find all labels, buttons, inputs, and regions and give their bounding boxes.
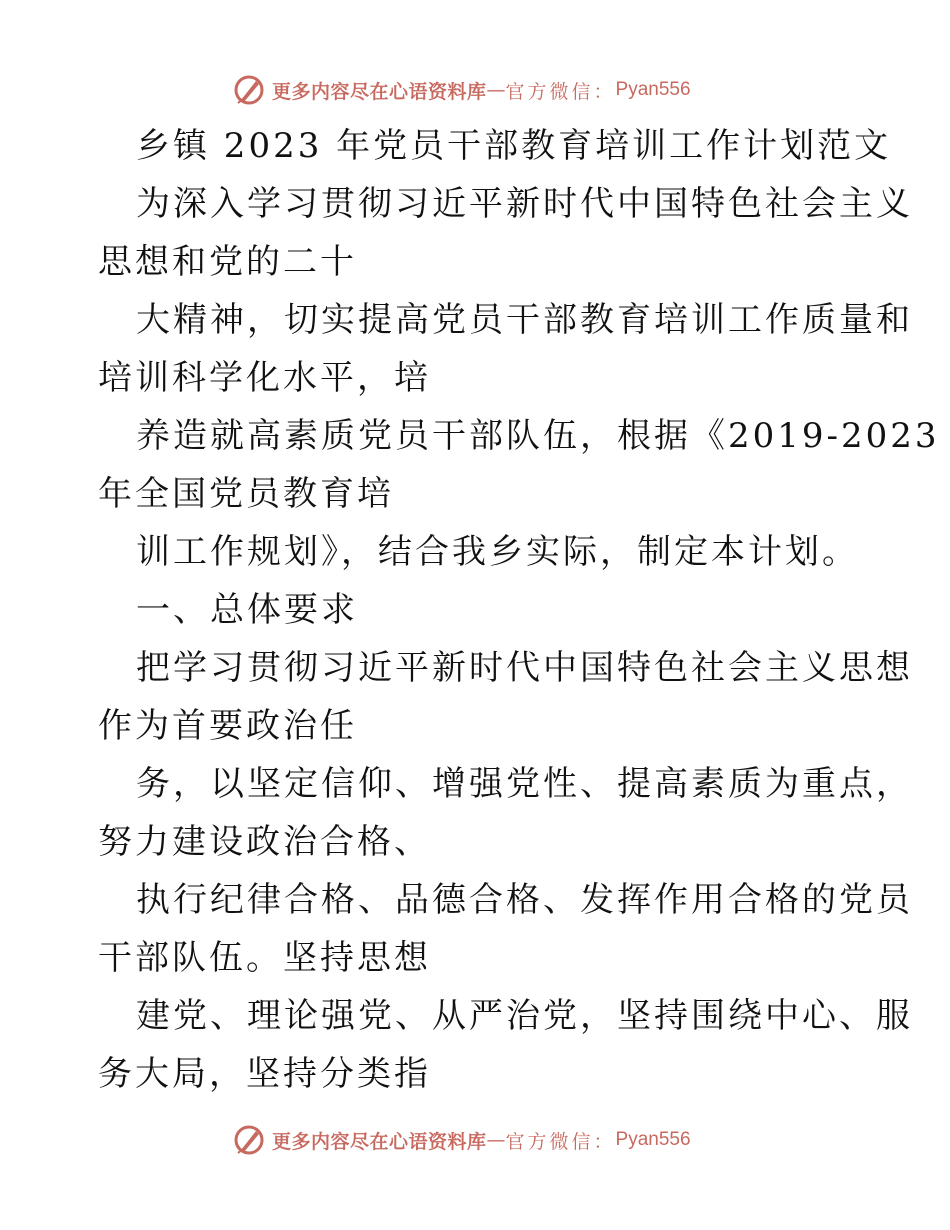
quill-pen-logo-icon	[232, 1123, 266, 1157]
paragraph-line: 作为首要政治任	[98, 706, 357, 746]
banner-wechat-id: Pyan556	[615, 1129, 691, 1150]
paragraph-line: 务，以坚定信仰、增强党性、提高素质为重点，	[136, 764, 913, 804]
paragraph-line: 训工作规划》，结合我乡实际，制定本计划。	[136, 532, 859, 572]
paragraph-line: 务大局，坚持分类指	[98, 1054, 431, 1094]
paragraph-line: 干部队伍。坚持思想	[98, 938, 431, 978]
paragraph-line: 大精神，切实提高党员干部教育培训工作质量和	[136, 300, 913, 340]
banner-main-text: 更多内容尽在心语资料库	[272, 80, 487, 103]
document-title: 乡镇 2023 年党员干部教育培训工作计划范文	[136, 126, 892, 166]
paragraph-line: 努力建设政治合格、	[98, 822, 431, 862]
banner-separator: —	[486, 1129, 506, 1151]
footer-banner	[232, 1122, 691, 1158]
banner-wechat-id: Pyan556	[615, 79, 691, 100]
banner-main-text: 更多内容尽在心语资料库	[272, 1130, 487, 1153]
banner-wechat-label: 官方微信：	[505, 1130, 616, 1153]
quill-pen-logo-icon	[232, 73, 266, 107]
paragraph-line: 为深入学习贯彻习近平新时代中国特色社会主义	[136, 184, 913, 224]
paragraph-line: 执行纪律合格、品德合格、发挥作用合格的党员	[136, 880, 913, 920]
section-heading: 一、总体要求	[136, 590, 358, 630]
banner-separator: —	[486, 79, 506, 101]
paragraph-line: 思想和党的二十	[98, 242, 357, 282]
banner-wechat-label: 官方微信：	[505, 80, 616, 103]
header-banner	[232, 72, 691, 108]
paragraph-line: 建党、理论强党、从严治党，坚持围绕中心、服	[136, 996, 913, 1036]
paragraph-line: 把学习贯彻习近平新时代中国特色社会主义思想	[136, 648, 913, 688]
paragraph-line: 培训科学化水平，培	[98, 358, 431, 398]
paragraph-line: 养造就高素质党员干部队伍，根据《2019-2023	[136, 416, 940, 456]
paragraph-line: 年全国党员教育培	[98, 474, 394, 514]
